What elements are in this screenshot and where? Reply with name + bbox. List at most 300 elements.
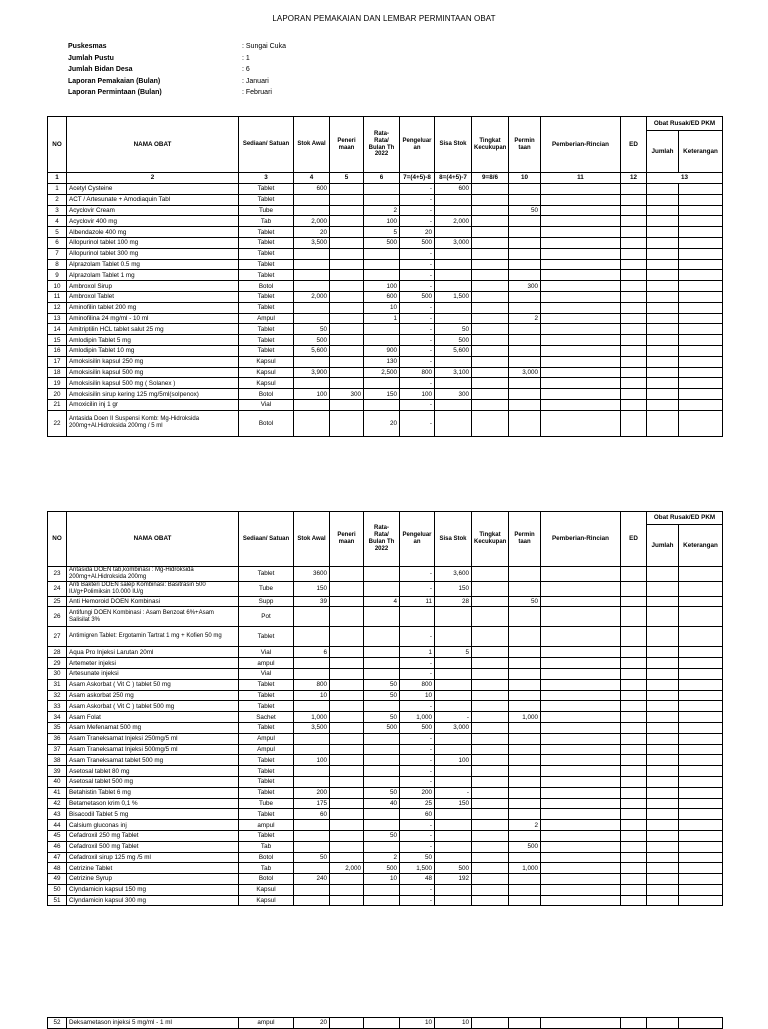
cell-ed bbox=[621, 378, 647, 389]
cell-keterangan bbox=[679, 205, 723, 216]
cell-sisa-stok: 10 bbox=[435, 1018, 472, 1029]
meta-value: : Februari bbox=[242, 89, 272, 96]
table-row bbox=[48, 733, 723, 744]
col-header-permintaan: Permin taan bbox=[509, 512, 541, 567]
cell-sisa-stok bbox=[435, 830, 472, 841]
cell-nama-obat: Acyclovir Cream bbox=[67, 205, 239, 216]
meta-value: : Januari bbox=[242, 77, 269, 85]
cell-nama-obat: Allopurinol tablet 100 mg bbox=[67, 237, 239, 248]
cell-tingkat-kecukupan bbox=[472, 399, 509, 410]
cell-jumlah bbox=[647, 895, 679, 906]
cell-sisa-stok: - bbox=[435, 712, 472, 723]
cell-pengeluaran: - bbox=[400, 410, 435, 436]
cell-ed bbox=[621, 668, 647, 679]
cell-jumlah bbox=[647, 668, 679, 679]
cell-keterangan bbox=[679, 259, 723, 270]
cell-pemberian-rincian bbox=[541, 874, 621, 885]
col-header-sediaan: Sediaan/ Satuan bbox=[239, 512, 294, 567]
cell-no: 7 bbox=[48, 248, 67, 259]
cell-ed bbox=[621, 281, 647, 292]
drug-table-page-3 bbox=[47, 1017, 723, 1029]
cell-stok-awal bbox=[294, 194, 330, 205]
cell-ed bbox=[621, 647, 647, 658]
cell-rata-rata bbox=[364, 259, 400, 270]
cell-jumlah bbox=[647, 798, 679, 809]
cell-rata-rata bbox=[364, 184, 400, 195]
cell-nama-obat: ACT / Artesunate + Amodiaquin Tabl bbox=[67, 194, 239, 205]
table-row bbox=[48, 596, 723, 607]
cell-keterangan bbox=[679, 690, 723, 701]
cell-pemberian-rincian bbox=[541, 690, 621, 701]
cell-sisa-stok: 5,600 bbox=[435, 345, 472, 356]
cell-pemberian-rincian bbox=[541, 356, 621, 367]
cell-pengeluaran: - bbox=[400, 627, 435, 647]
cell-sediaan: Botol bbox=[239, 410, 294, 436]
cell-sisa-stok bbox=[435, 884, 472, 895]
cell-jumlah bbox=[647, 766, 679, 777]
cell-keterangan bbox=[679, 647, 723, 658]
cell-ed bbox=[621, 755, 647, 766]
table-row bbox=[48, 690, 723, 701]
cell-penerimaan bbox=[330, 194, 364, 205]
cell-jumlah bbox=[647, 679, 679, 690]
cell-stok-awal bbox=[294, 766, 330, 777]
cell-permintaan bbox=[509, 798, 541, 809]
cell-penerimaan bbox=[330, 270, 364, 281]
cell-keterangan bbox=[679, 820, 723, 831]
cell-permintaan bbox=[509, 744, 541, 755]
table-row bbox=[48, 259, 723, 270]
cell-jumlah bbox=[647, 194, 679, 205]
cell-sediaan: Tube bbox=[239, 205, 294, 216]
cell-jumlah bbox=[647, 712, 679, 723]
cell-jumlah bbox=[647, 787, 679, 798]
cell-penerimaan bbox=[330, 820, 364, 831]
table-row bbox=[48, 410, 723, 436]
cell-no: 48 bbox=[48, 863, 67, 874]
cell-nama-obat: Cefadroxil sirup 125 mg /5 ml bbox=[67, 852, 239, 863]
cell-keterangan bbox=[679, 701, 723, 712]
cell-no: 34 bbox=[48, 712, 67, 723]
cell-tingkat-kecukupan bbox=[472, 712, 509, 723]
cell-permintaan bbox=[509, 216, 541, 227]
cell-no: 37 bbox=[48, 744, 67, 755]
table-row bbox=[48, 852, 723, 863]
cell-ed bbox=[621, 302, 647, 313]
cell-sisa-stok bbox=[435, 194, 472, 205]
cell-permintaan bbox=[509, 787, 541, 798]
cell-stok-awal: 50 bbox=[294, 852, 330, 863]
cell-sediaan: Vial bbox=[239, 399, 294, 410]
cell-rata-rata: 100 bbox=[364, 216, 400, 227]
cell-tingkat-kecukupan bbox=[472, 389, 509, 400]
cell-nama-obat: Aminofilina 24 mg/ml - 10 ml bbox=[67, 313, 239, 324]
cell-tingkat-kecukupan bbox=[472, 647, 509, 658]
col-header-obat-rusak: Obat Rusak/ED PKM bbox=[647, 117, 723, 131]
cell-permintaan bbox=[509, 658, 541, 669]
table-row bbox=[48, 679, 723, 690]
cell-ed bbox=[621, 722, 647, 733]
cell-pemberian-rincian bbox=[541, 227, 621, 238]
cell-pemberian-rincian bbox=[541, 701, 621, 712]
cell-ed bbox=[621, 841, 647, 852]
col-header-sisa-stok: Sisa Stok bbox=[435, 512, 472, 567]
cell-rata-rata: 500 bbox=[364, 237, 400, 248]
index-cell: 2 bbox=[67, 173, 239, 184]
cell-jumlah bbox=[647, 722, 679, 733]
cell-keterangan bbox=[679, 248, 723, 259]
cell-keterangan bbox=[679, 658, 723, 669]
cell-pengeluaran: - bbox=[400, 820, 435, 831]
cell-permintaan bbox=[509, 668, 541, 679]
cell-pengeluaran: - bbox=[400, 378, 435, 389]
table-row bbox=[48, 581, 723, 596]
cell-keterangan bbox=[679, 852, 723, 863]
cell-pemberian-rincian bbox=[541, 389, 621, 400]
cell-keterangan bbox=[679, 841, 723, 852]
cell-rata-rata bbox=[364, 607, 400, 627]
cell-tingkat-kecukupan bbox=[472, 627, 509, 647]
cell-sisa-stok bbox=[435, 679, 472, 690]
cell-sisa-stok bbox=[435, 809, 472, 820]
cell-tingkat-kecukupan bbox=[472, 701, 509, 712]
cell-rata-rata: 2 bbox=[364, 852, 400, 863]
cell-nama-obat: Asetosal tablet 500 mg bbox=[67, 776, 239, 787]
cell-stok-awal bbox=[294, 627, 330, 647]
cell-sediaan: Tab bbox=[239, 216, 294, 227]
cell-jumlah bbox=[647, 313, 679, 324]
cell-rata-rata: 50 bbox=[364, 679, 400, 690]
cell-keterangan bbox=[679, 270, 723, 281]
cell-stok-awal bbox=[294, 607, 330, 627]
drug-table-page-1 bbox=[47, 116, 723, 437]
cell-rata-rata bbox=[364, 884, 400, 895]
cell-tingkat-kecukupan bbox=[472, 227, 509, 238]
cell-sediaan: Kapsul bbox=[239, 356, 294, 367]
cell-no: 30 bbox=[48, 668, 67, 679]
cell-sisa-stok bbox=[435, 378, 472, 389]
cell-permintaan bbox=[509, 755, 541, 766]
cell-sisa-stok bbox=[435, 668, 472, 679]
col-header-pengeluaran: Pengeluar an bbox=[400, 512, 435, 567]
cell-ed bbox=[621, 809, 647, 820]
cell-keterangan bbox=[679, 378, 723, 389]
cell-no: 3 bbox=[48, 205, 67, 216]
cell-penerimaan bbox=[330, 581, 364, 596]
cell-permintaan bbox=[509, 830, 541, 841]
cell-pemberian-rincian bbox=[541, 809, 621, 820]
cell-pemberian-rincian bbox=[541, 216, 621, 227]
cell-no: 18 bbox=[48, 367, 67, 378]
cell-nama-obat: Antimigren Tablet: Ergotamin Tartrat 1 mg + Kofien 50 mg bbox=[67, 627, 239, 647]
cell-pemberian-rincian bbox=[541, 248, 621, 259]
cell-pemberian-rincian bbox=[541, 313, 621, 324]
cell-sediaan: Tablet bbox=[239, 270, 294, 281]
cell-sediaan: ampul bbox=[239, 658, 294, 669]
cell-pemberian-rincian bbox=[541, 679, 621, 690]
cell-pengeluaran: - bbox=[400, 567, 435, 582]
cell-permintaan bbox=[509, 259, 541, 270]
cell-sisa-stok: 5 bbox=[435, 647, 472, 658]
cell-ed bbox=[621, 884, 647, 895]
cell-keterangan bbox=[679, 830, 723, 841]
cell-sisa-stok bbox=[435, 733, 472, 744]
cell-ed bbox=[621, 679, 647, 690]
cell-pengeluaran: - bbox=[400, 302, 435, 313]
cell-ed bbox=[621, 410, 647, 436]
cell-stok-awal bbox=[294, 884, 330, 895]
cell-penerimaan bbox=[330, 874, 364, 885]
cell-pengeluaran: - bbox=[400, 259, 435, 270]
cell-tingkat-kecukupan bbox=[472, 567, 509, 582]
cell-pengeluaran: - bbox=[400, 830, 435, 841]
cell-sisa-stok bbox=[435, 690, 472, 701]
table-row bbox=[48, 184, 723, 195]
cell-sediaan: Tablet bbox=[239, 690, 294, 701]
cell-penerimaan bbox=[330, 291, 364, 302]
table-row bbox=[48, 335, 723, 346]
cell-rata-rata: 50 bbox=[364, 712, 400, 723]
cell-nama-obat: Betametason krim 0,1 % bbox=[67, 798, 239, 809]
cell-nama-obat: Clyndamicin kapsul 150 mg bbox=[67, 884, 239, 895]
table-row bbox=[48, 399, 723, 410]
cell-sediaan: Tab bbox=[239, 841, 294, 852]
cell-keterangan bbox=[679, 679, 723, 690]
cell-no: 15 bbox=[48, 335, 67, 346]
cell-jumlah bbox=[647, 291, 679, 302]
table-row bbox=[48, 389, 723, 400]
cell-jumlah bbox=[647, 324, 679, 335]
cell-pemberian-rincian bbox=[541, 830, 621, 841]
table-row bbox=[48, 237, 723, 248]
cell-nama-obat: Allopurinol tablet 300 mg bbox=[67, 248, 239, 259]
cell-penerimaan bbox=[330, 313, 364, 324]
cell-penerimaan bbox=[330, 776, 364, 787]
cell-ed bbox=[621, 776, 647, 787]
cell-permintaan: 1,000 bbox=[509, 863, 541, 874]
cell-stok-awal: 800 bbox=[294, 679, 330, 690]
cell-sediaan: Tablet bbox=[239, 324, 294, 335]
cell-stok-awal bbox=[294, 776, 330, 787]
cell-ed bbox=[621, 205, 647, 216]
cell-no: 40 bbox=[48, 776, 67, 787]
cell-sisa-stok: 3,100 bbox=[435, 367, 472, 378]
cell-sediaan: Ampul bbox=[239, 744, 294, 755]
cell-rata-rata: 1 bbox=[364, 313, 400, 324]
cell-keterangan bbox=[679, 324, 723, 335]
cell-permintaan: 2 bbox=[509, 820, 541, 831]
cell-jumlah bbox=[647, 596, 679, 607]
cell-jumlah bbox=[647, 744, 679, 755]
cell-penerimaan bbox=[330, 884, 364, 895]
cell-ed bbox=[621, 291, 647, 302]
cell-keterangan bbox=[679, 335, 723, 346]
cell-jumlah bbox=[647, 389, 679, 400]
cell-ed bbox=[621, 744, 647, 755]
cell-pemberian-rincian bbox=[541, 1018, 621, 1029]
cell-tingkat-kecukupan bbox=[472, 668, 509, 679]
cell-pengeluaran: 100 bbox=[400, 389, 435, 400]
cell-keterangan bbox=[679, 1018, 723, 1029]
cell-rata-rata: 600 bbox=[364, 291, 400, 302]
cell-pengeluaran: 10 bbox=[400, 690, 435, 701]
cell-tingkat-kecukupan bbox=[472, 205, 509, 216]
cell-permintaan bbox=[509, 302, 541, 313]
cell-pemberian-rincian bbox=[541, 324, 621, 335]
cell-permintaan: 1,000 bbox=[509, 712, 541, 723]
table-row bbox=[48, 281, 723, 292]
cell-rata-rata bbox=[364, 668, 400, 679]
table-row bbox=[48, 744, 723, 755]
cell-stok-awal: 175 bbox=[294, 798, 330, 809]
table-row bbox=[48, 216, 723, 227]
cell-jumlah bbox=[647, 658, 679, 669]
cell-penerimaan bbox=[330, 205, 364, 216]
table-row bbox=[48, 766, 723, 777]
col-header-jumlah: Jumlah bbox=[647, 131, 679, 173]
cell-ed bbox=[621, 712, 647, 723]
cell-rata-rata bbox=[364, 581, 400, 596]
cell-ed bbox=[621, 1018, 647, 1029]
cell-tingkat-kecukupan bbox=[472, 884, 509, 895]
cell-stok-awal: 50 bbox=[294, 324, 330, 335]
cell-sediaan: Tablet bbox=[239, 227, 294, 238]
index-cell: 11 bbox=[541, 173, 621, 184]
cell-sediaan: Kapsul bbox=[239, 378, 294, 389]
cell-pemberian-rincian bbox=[541, 567, 621, 582]
cell-permintaan bbox=[509, 647, 541, 658]
cell-nama-obat: Alprazolam Tablet 1 mg bbox=[67, 270, 239, 281]
cell-penerimaan bbox=[330, 733, 364, 744]
cell-no: 28 bbox=[48, 647, 67, 658]
cell-sisa-stok bbox=[435, 627, 472, 647]
cell-pengeluaran: - bbox=[400, 324, 435, 335]
cell-jumlah bbox=[647, 607, 679, 627]
cell-sediaan: Botol bbox=[239, 281, 294, 292]
cell-rata-rata: 500 bbox=[364, 722, 400, 733]
cell-stok-awal: 3,900 bbox=[294, 367, 330, 378]
table-row bbox=[48, 627, 723, 647]
cell-keterangan bbox=[679, 895, 723, 906]
cell-rata-rata bbox=[364, 567, 400, 582]
index-cell: 7=(4+5)-8 bbox=[400, 173, 435, 184]
cell-stok-awal: 3,500 bbox=[294, 722, 330, 733]
cell-sisa-stok bbox=[435, 270, 472, 281]
cell-permintaan bbox=[509, 679, 541, 690]
cell-no: 46 bbox=[48, 841, 67, 852]
cell-penerimaan bbox=[330, 596, 364, 607]
cell-nama-obat: Cetrizine Tablet bbox=[67, 863, 239, 874]
cell-pemberian-rincian bbox=[541, 776, 621, 787]
cell-no: 44 bbox=[48, 820, 67, 831]
col-header-no: NO bbox=[48, 117, 67, 173]
col-header-penerimaan: Peneri maan bbox=[330, 512, 364, 567]
meta-value: : Sungai Cuka bbox=[242, 43, 286, 50]
cell-penerimaan bbox=[330, 722, 364, 733]
cell-stok-awal bbox=[294, 313, 330, 324]
cell-keterangan bbox=[679, 194, 723, 205]
cell-sediaan: Vial bbox=[239, 668, 294, 679]
meta-label: Puskesmas bbox=[68, 43, 107, 50]
cell-ed bbox=[621, 596, 647, 607]
cell-jumlah bbox=[647, 216, 679, 227]
cell-tingkat-kecukupan bbox=[472, 895, 509, 906]
cell-penerimaan bbox=[330, 302, 364, 313]
cell-stok-awal bbox=[294, 270, 330, 281]
cell-ed bbox=[621, 237, 647, 248]
cell-sisa-stok: 100 bbox=[435, 755, 472, 766]
cell-no: 23 bbox=[48, 567, 67, 582]
col-header-ed: ED bbox=[621, 512, 647, 567]
cell-sisa-stok: 3,600 bbox=[435, 567, 472, 582]
cell-rata-rata: 150 bbox=[364, 389, 400, 400]
cell-stok-awal bbox=[294, 248, 330, 259]
cell-no: 41 bbox=[48, 787, 67, 798]
cell-rata-rata bbox=[364, 1018, 400, 1029]
cell-penerimaan bbox=[330, 755, 364, 766]
cell-keterangan bbox=[679, 410, 723, 436]
cell-pemberian-rincian bbox=[541, 744, 621, 755]
cell-nama-obat: Acyclovir 400 mg bbox=[67, 216, 239, 227]
cell-pengeluaran: 20 bbox=[400, 227, 435, 238]
cell-tingkat-kecukupan bbox=[472, 679, 509, 690]
cell-rata-rata: 10 bbox=[364, 302, 400, 313]
cell-permintaan bbox=[509, 184, 541, 195]
table-row bbox=[48, 291, 723, 302]
cell-jumlah bbox=[647, 205, 679, 216]
cell-pemberian-rincian bbox=[541, 798, 621, 809]
cell-stok-awal: 20 bbox=[294, 227, 330, 238]
cell-pemberian-rincian bbox=[541, 184, 621, 195]
cell-keterangan bbox=[679, 712, 723, 723]
cell-pengeluaran bbox=[400, 607, 435, 627]
cell-jumlah bbox=[647, 237, 679, 248]
cell-nama-obat: Cefadroxil 500 mg Tablet bbox=[67, 841, 239, 852]
cell-pemberian-rincian bbox=[541, 607, 621, 627]
cell-stok-awal bbox=[294, 399, 330, 410]
cell-nama-obat: Amoxicilin inj 1 gr bbox=[67, 399, 239, 410]
cell-sisa-stok bbox=[435, 744, 472, 755]
cell-stok-awal: 39 bbox=[294, 596, 330, 607]
cell-tingkat-kecukupan bbox=[472, 281, 509, 292]
table-row bbox=[48, 313, 723, 324]
cell-pengeluaran: - bbox=[400, 335, 435, 346]
cell-tingkat-kecukupan bbox=[472, 1018, 509, 1029]
cell-sisa-stok bbox=[435, 205, 472, 216]
cell-ed bbox=[621, 766, 647, 777]
table-row bbox=[48, 227, 723, 238]
cell-no: 39 bbox=[48, 766, 67, 777]
cell-pemberian-rincian bbox=[541, 884, 621, 895]
cell-no: 11 bbox=[48, 291, 67, 302]
cell-keterangan bbox=[679, 184, 723, 195]
cell-nama-obat: Asam Askorbat ( Vit C ) tablet 500 mg bbox=[67, 701, 239, 712]
cell-jumlah bbox=[647, 378, 679, 389]
cell-tingkat-kecukupan bbox=[472, 722, 509, 733]
cell-rata-rata bbox=[364, 270, 400, 281]
cell-pengeluaran: - bbox=[400, 658, 435, 669]
col-header-tingkat-kecukupan: Tingkat Kecukupan bbox=[472, 512, 509, 567]
cell-sisa-stok: 3,000 bbox=[435, 237, 472, 248]
cell-ed bbox=[621, 313, 647, 324]
cell-sediaan: Tablet bbox=[239, 627, 294, 647]
cell-sisa-stok bbox=[435, 356, 472, 367]
table-row bbox=[48, 863, 723, 874]
cell-no: 35 bbox=[48, 722, 67, 733]
cell-sediaan: Kapsul bbox=[239, 367, 294, 378]
cell-no: 43 bbox=[48, 809, 67, 820]
cell-pemberian-rincian bbox=[541, 722, 621, 733]
